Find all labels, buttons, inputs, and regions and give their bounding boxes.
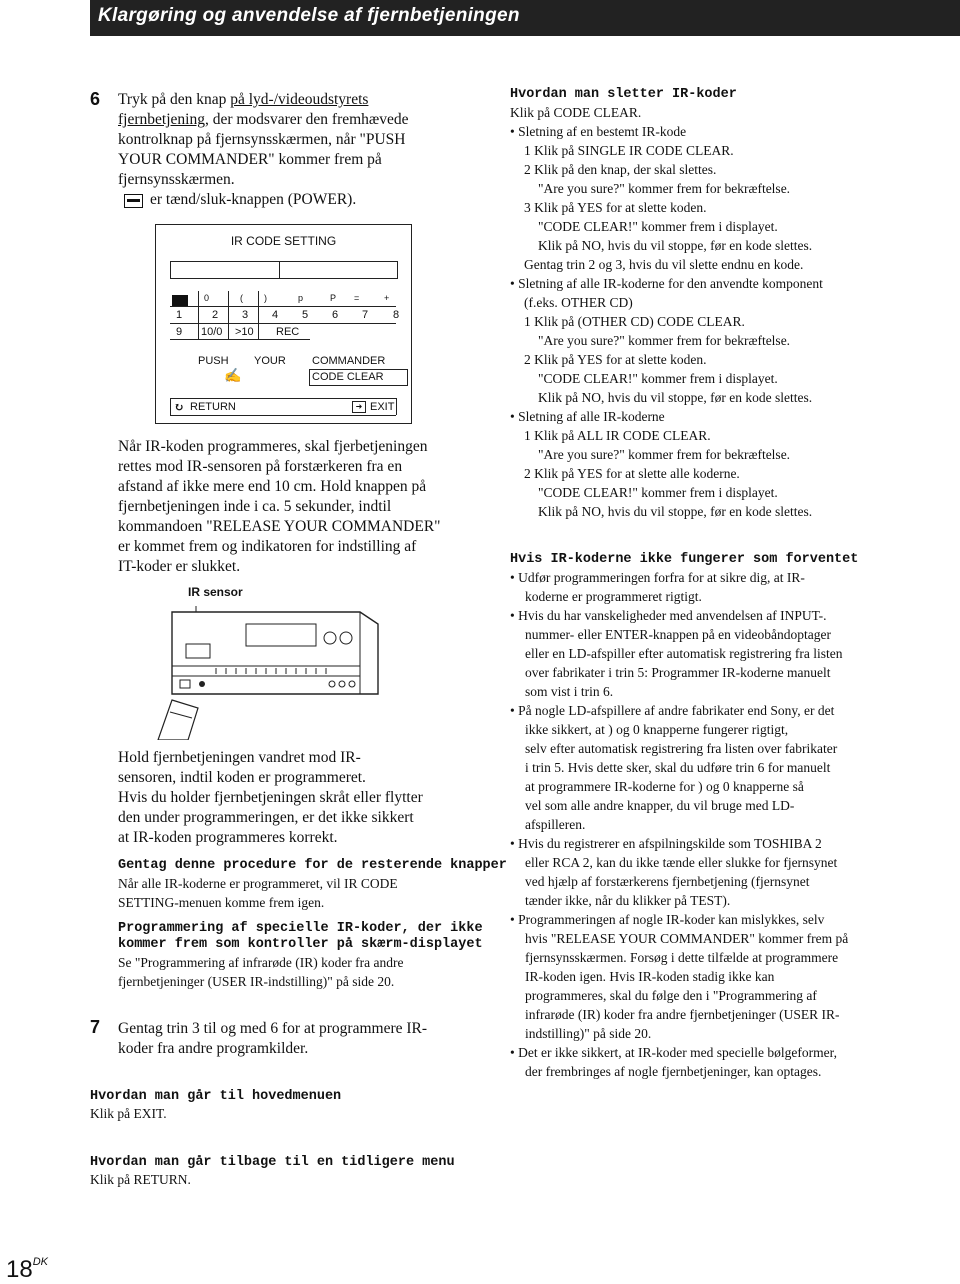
return-icon: ↻ xyxy=(174,400,185,414)
exit-arrow-icon: ➜ xyxy=(352,401,366,413)
amplifier-illustration xyxy=(150,600,390,740)
repeat-section: Gentag denne procedure for de resterende knapper Når alle IR-koderne er programmeret, vil IR CODE SETTING-menuen komme frem igen. xyxy=(118,858,507,910)
screen-display-bar xyxy=(170,261,398,279)
screen-title: IR CODE SETTING xyxy=(230,234,337,248)
key-10-0[interactable]: 10/0 xyxy=(201,326,223,338)
hold-paragraph: Hold fjernbetjeningen vandret mod IR- sensoren, indtil koden er programmeret. Hvis du holder fjernbetjeningen skråt eller flytter den under programmeringen, er det ikke sikkert at IR-koden programmeres korrekt. xyxy=(118,749,423,846)
key-plus[interactable]: + xyxy=(384,293,390,303)
key-paren-close[interactable]: ) xyxy=(264,293,267,303)
key-gt10[interactable]: >10 xyxy=(235,326,254,338)
troubleshooting-section: Hvis IR-koderne ikke fungerer som forventet • Udfør programmeringen forfra for at sikre dig, at IR- koderne er programmeret rigtigt. • Hvis du har vanskeligheder med anvendelsen af INPUT-. nummer- eller ENTER-knappen på en videobåndoptager eller en LD-afspiller efter automatisk registrering fra listen over fabrikater i trin 5: Programmer IR-koderne manuelt som vist i trin 6. • På nogle LD-afspillere af andre fabrikater end Sony, er det ikke sikkert, at ) og 0 knapperne fungerer rigtigt, selv efter automatisk registrering fra listen over fabrikater i trin 5. Hvis dette sker, skal du udføre trin 6 for manuelt at programmere IR-koderne for ) og 0 knapperne så vel som alle andre knapper, du vil bruge med LD- afspilleren. • Hvis du registrerer en afspilningskilde som TOSHIBA 2 eller RCA 2, kan du ikke tænde eller slukke for fjernsynet ved hjælp af forstærkerens fjernbetjening (fjernsynet tænder ikke, når du klikker på TEST). • Programmeringen af nogle IR-koder kan mislykkes, selv hvis "RELEASE YOUR COMMANDER" kommer frem på fjernsynsskærmen. Forsøg i dette tilfælde at programmere IR-koden igen. Hvis IR-koden stadig ikke kan programmeres, skal du følge den i "Programmering af infrarøde (IR) koder fra andre fjernbetjeninger (USER IR- indstilling)" på side 20. • Det er ikke sikkert, at IR-koder med specielle bølgeformer, der frembringes af nogle fjernbetjeninger, kan optages. xyxy=(510,552,940,1081)
key-rec[interactable]: REC xyxy=(276,326,300,338)
code-clear-button[interactable]: CODE CLEAR xyxy=(309,369,408,386)
step-7-text: Gentag trin 3 til og med 6 for at programmere IR- koder fra andre programkilder. xyxy=(118,1020,428,1057)
ir-sensor-label: IR sensor xyxy=(188,585,243,599)
key-6[interactable]: 6 xyxy=(332,309,339,321)
key-9[interactable]: 9 xyxy=(176,326,183,338)
page-header xyxy=(90,0,960,36)
key-7[interactable]: 7 xyxy=(362,309,369,321)
push-label: PUSH xyxy=(198,355,229,367)
main-menu-section: Hvordan man går til hovedmenuen Klik på EXIT. xyxy=(90,1089,342,1121)
repeat-heading: Gentag denne procedure for de resterende knapper xyxy=(118,858,507,873)
exit-button[interactable]: EXIT xyxy=(370,401,395,413)
commander-label: COMMANDER xyxy=(312,355,386,367)
your-label: YOUR xyxy=(254,355,286,367)
key-p[interactable]: p xyxy=(298,293,304,303)
key-3[interactable]: 3 xyxy=(242,309,249,321)
remote-hand-icon: ✍ xyxy=(224,369,242,384)
step-7-number: 7 xyxy=(90,1017,101,1037)
return-button[interactable]: RETURN xyxy=(190,401,236,413)
key-4[interactable]: 4 xyxy=(272,309,279,321)
delete-heading: Hvordan man sletter IR-koder xyxy=(510,87,737,102)
key-1[interactable]: 1 xyxy=(176,309,183,321)
key-2[interactable]: 2 xyxy=(212,309,219,321)
key-0[interactable]: 0 xyxy=(204,293,210,303)
power-button-icon xyxy=(124,194,143,208)
key-8[interactable]: 8 xyxy=(393,309,400,321)
header-title: Klargøring og anvendelse af fjernbetjeningen xyxy=(98,5,520,26)
ir-programming-paragraph: Når IR-koden programmeres, skal fjerbetjeningen rettes mod IR-sensoren på forstærkeren fra en afstand af ikke mere end 10 cm. Hold knappen på fjernbetjeningen inde i ca. 5 sekunder, indtil kommandoen "RELEASE YOUR COMMANDER" er kommet frem og indikatoren for indstilling af IT-koder er slukket. xyxy=(118,438,441,575)
key-equals[interactable]: = xyxy=(354,293,360,303)
previous-menu-section: Hvordan man går tilbage til en tidligere menu Klik på RETURN. xyxy=(90,1155,455,1187)
step-6-text: Tryk på den knap på lyd-/videoudstyrets fjernbetjening, der modsvarer den fremhævede kontrolknap på fjernsynsskærmen, når "PUSH YOUR COMMANDER" kommer frem på fjernsynsskærmen. er tænd/sluk-knappen (POWER). xyxy=(118,91,409,208)
key-5[interactable]: 5 xyxy=(302,309,309,321)
ir-code-setting-screen xyxy=(155,224,412,424)
page-number: $18^{DK}$ xyxy=(6,1256,48,1283)
step-6-number: 6 xyxy=(90,89,101,109)
key-P[interactable]: P xyxy=(330,293,337,303)
special-codes-section: Programmering af specielle IR-koder, der ikke kommer frem som kontroller på skærm-displayet Se "Programmering af infrarøde (IR) koder fra andre fjernbetjeninger (USER IR-indstilling)" på side 20. xyxy=(118,921,483,989)
key-paren-open[interactable]: ( xyxy=(240,293,243,303)
delete-codes-section: Hvordan man sletter IR-koder Klik på CODE CLEAR. • Sletning af en bestemt IR-kode 1 Klik på SINGLE IR CODE CLEAR. 2 Klik på den knap, der skal slettes. "Are you sure?" kommer frem for bekræftelse. 3 Klik på YES for at slette koden. "CODE CLEAR!" kommer frem i displayet. Klik på NO, hvis du vil stoppe, før en kode slettes. Gentag trin 2 og 3, hvis du vil slette endnu en kode. • Sletning af alle IR-koderne for den anvendte komponent (f.eks. OTHER CD) 1 Klik på (OTHER CD) CODE CLEAR. "Are you sure?" kommer frem for bekræftelse. 2 Klik på YES for at slette koden. "CODE CLEAR!" kommer frem i displayet. Klik på NO, hvis du vil stoppe, før en kode slettes. • Sletning af alle IR-koderne 1 Klik på ALL IR CODE CLEAR. "Are you sure?" kommer frem for bekræftelse. 2 Klik på YES for at slette alle koderne. "CODE CLEAR!" kommer frem i displayet. Klik på NO, hvis du vil stoppe, før en kode slettes. xyxy=(510,87,940,521)
troubleshooting-heading: Hvis IR-koderne ikke fungerer som forventet xyxy=(510,552,859,567)
